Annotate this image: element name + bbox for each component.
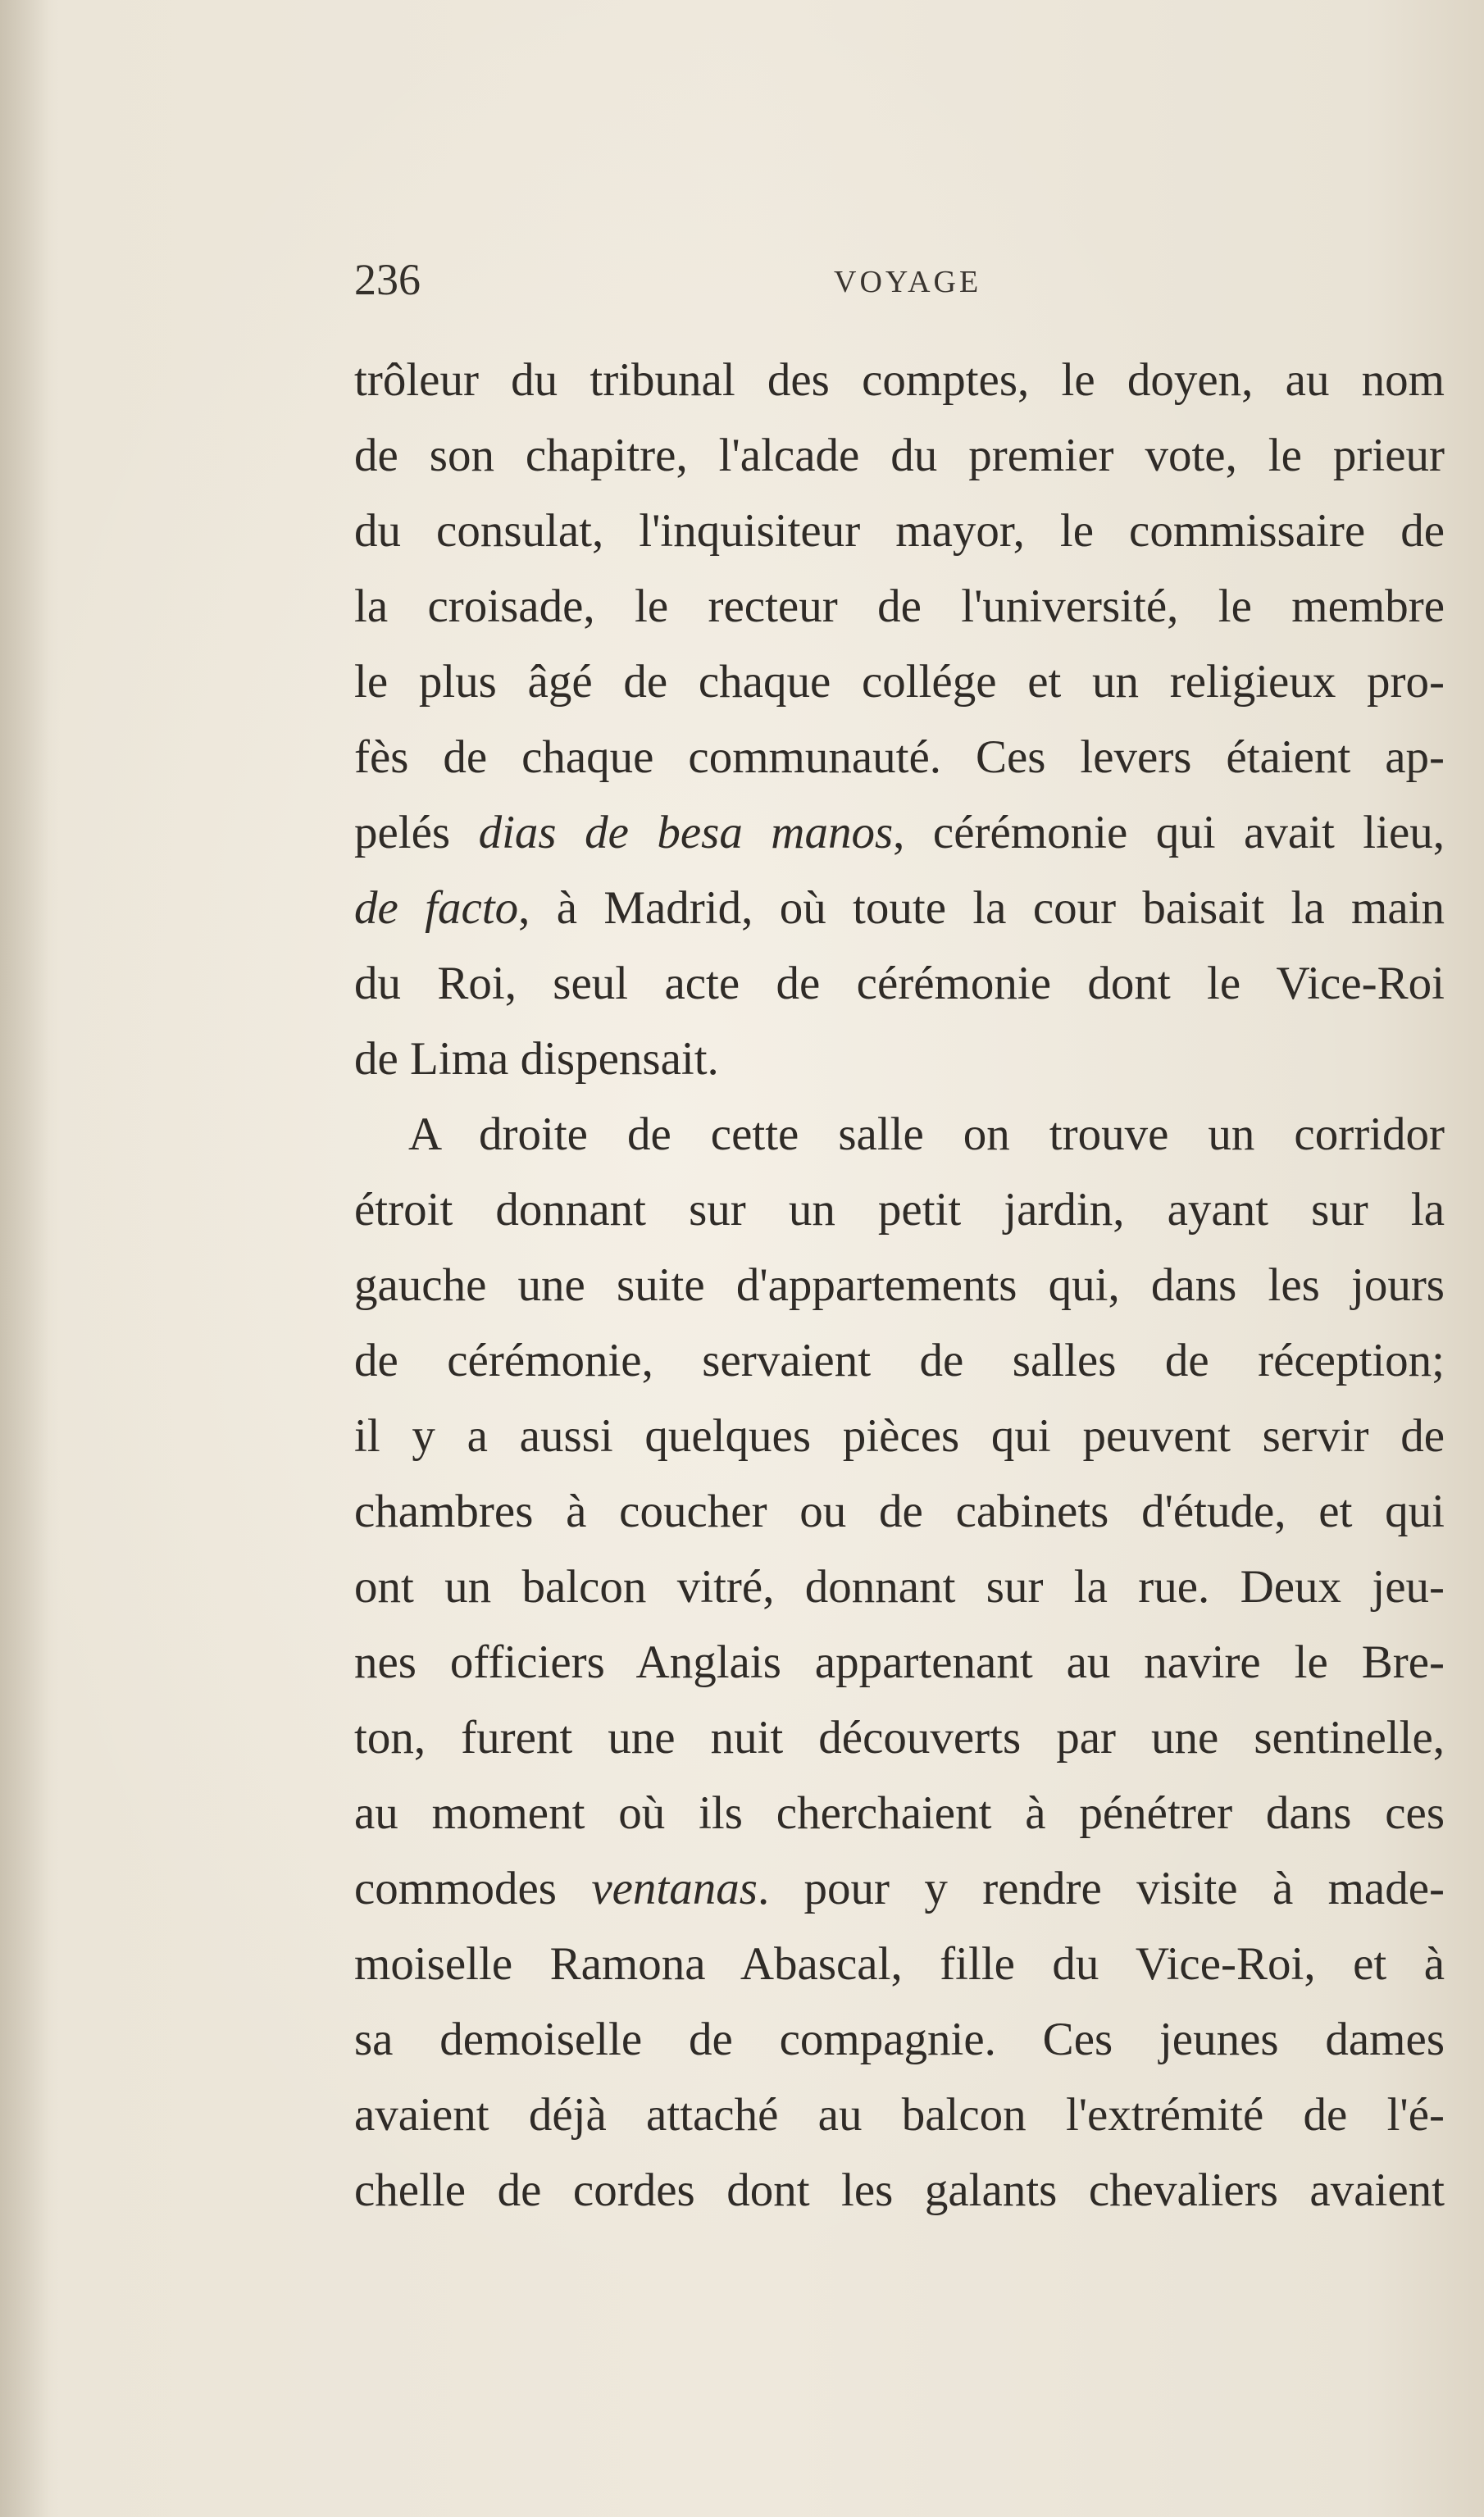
- text-segment: . pour y rendre visite à made-: [757, 1863, 1445, 1914]
- text-line: chelle de cordes dont les galants chevaliers avaient: [354, 2164, 1445, 2216]
- text-line: ton, furent une nuit découverts par une sentinelle,: [354, 1712, 1445, 1764]
- text-line: gauche une suite d'appartements qui, dans les jours: [354, 1259, 1445, 1311]
- text-line: de Lima dispensait.: [354, 1033, 719, 1085]
- text-line: du Roi, seul acte de cérémonie dont le Vice-Roi: [354, 958, 1445, 1009]
- text-line: il y a aussi quelques pièces qui peuvent servir de: [354, 1410, 1445, 1462]
- text-line: A droite de cette salle on trouve un corridor: [408, 1108, 1445, 1160]
- text-line: moiselle Ramona Abascal, fille du Vice-Roi, et à: [354, 1938, 1445, 1990]
- italic-phrase: ventanas: [591, 1863, 758, 1914]
- text-line: sa demoiselle de compagnie. Ces jeunes dames: [354, 2014, 1445, 2065]
- running-title: VOYAGE: [834, 265, 982, 299]
- page-number: 236: [354, 255, 421, 304]
- text-line: [354, 1851, 1445, 1927]
- text-segment: , cérémonie qui avait lieu,: [893, 807, 1445, 858]
- text-segment: , à Madrid, où toute la cour baisait la main: [518, 882, 1445, 934]
- text-line: trôleur du tribunal des comptes, le doyen, au nom: [354, 354, 1445, 406]
- page-header: [354, 246, 1436, 312]
- text-line: de cérémonie, servaient de salles de réception;: [354, 1335, 1445, 1386]
- text-segment: commodes: [354, 1863, 592, 1914]
- text-line: avaient déjà attaché au balcon l'extrémité de l'é-: [354, 2089, 1445, 2141]
- text-line: chambres à coucher ou de cabinets d'étude, et qui: [354, 1486, 1445, 1537]
- text-line: fès de chaque communauté. Ces levers étaient ap-: [354, 731, 1445, 783]
- text-line: du consulat, l'inquisiteur mayor, le commissaire de: [354, 505, 1445, 557]
- text-line: [354, 871, 1445, 946]
- text-line: au moment où ils cherchaient à pénétrer dans ces: [354, 1787, 1445, 1839]
- text-line: de son chapitre, l'alcade du premier vote, le prieur: [354, 430, 1445, 481]
- text-line: la croisade, le recteur de l'université, le membre: [354, 580, 1445, 632]
- text-line: nes officiers Anglais appartenant au navire le Bre-: [354, 1636, 1445, 1688]
- text-line: le plus âgé de chaque collége et un religieux pro-: [354, 656, 1445, 708]
- italic-phrase: dias de besa manos: [478, 807, 894, 858]
- page-gutter-shadow: [0, 0, 49, 2517]
- text-line: étroit donnant sur un petit jardin, ayant sur la: [354, 1184, 1445, 1236]
- text-line: ont un balcon vitré, donnant sur la rue. Deux jeu-: [354, 1561, 1445, 1613]
- italic-phrase: de facto: [354, 882, 519, 934]
- text-segment: pelés: [354, 807, 479, 858]
- text-line: [354, 795, 1445, 871]
- body-text: [354, 343, 1445, 2228]
